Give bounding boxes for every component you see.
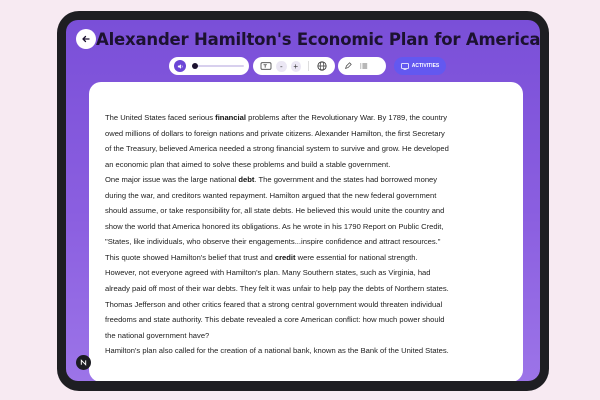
article-line: Thomas Jefferson and other critics feared that a strong central government would threaten individual	[105, 299, 443, 309]
article-line: "States, like individuals, who observe their engagements...inspire confidence and attract resources."	[105, 237, 441, 247]
article-line: the national government have?	[105, 330, 210, 340]
article-line: of the Treasury, believed America needed a strong financial system to survive and grow. He developed	[105, 144, 449, 154]
article-line: already paid off most of their war debts. They felt it was unfair to help pay the debts of Northern states.	[105, 284, 449, 294]
vocabulary-word[interactable]: debt	[238, 175, 255, 185]
activities-label: ACTIVITIES	[411, 63, 440, 69]
article-line: This quote showed Hamilton's belief that trust and credit were essential for national strength.	[105, 252, 418, 262]
article-line: during the war, and creditors wanted repayment. Hamilton argued that the new federal government	[105, 190, 437, 200]
zoom-in-button[interactable]: +	[291, 61, 301, 72]
play-audio-button[interactable]	[174, 60, 186, 72]
article-text	[105, 110, 513, 359]
text-size-button[interactable]	[259, 60, 272, 72]
back-arrow-icon	[81, 34, 91, 44]
article-line: Hamilton's plan also called for the creation of a national bank, known as the Bank of the United States.	[105, 346, 449, 356]
app-screen	[66, 20, 540, 381]
app-logo-button[interactable]	[76, 355, 91, 370]
activities-icon	[401, 63, 409, 70]
activities-button[interactable]	[394, 57, 446, 75]
audio-scrubber[interactable]	[192, 65, 244, 67]
speaker-icon	[177, 63, 184, 70]
article-line: an economic plan that aimed to solve these problems and build a stable government.	[105, 159, 391, 169]
article-line: freedoms and state authority. This debate revealed a core American conflict: how much power should	[105, 315, 445, 325]
article-line: The United States faced serious financial problems after the Revolutionary War. By 1789, the country	[105, 113, 448, 122]
text-size-icon	[260, 61, 272, 71]
audio-scrubber-knob[interactable]	[192, 63, 198, 69]
toolbar-divider	[308, 61, 309, 71]
audio-player	[169, 57, 249, 75]
article-line: show the world that America honored its obligations. As he wrote in his 1790 Report on Public Credit,	[105, 221, 444, 231]
annotation-toolbar	[338, 57, 386, 75]
article-line: However, not everyone agreed with Hamilton's plan. Many Southern states, such as Virginia, had	[105, 268, 431, 278]
page-title: Alexander Hamilton's Economic Plan for America	[96, 30, 540, 49]
article-reader	[89, 82, 523, 381]
language-button[interactable]	[316, 60, 329, 72]
article-line: owed millions of dollars to foreign nations and private citizens. Alexander Hamilton, the first Secretary	[105, 128, 445, 138]
article-line: One major issue was the large national debt. The government and the states had borrowed money	[105, 175, 438, 185]
highlighter-icon[interactable]	[344, 62, 352, 70]
zoom-out-button[interactable]: -	[276, 61, 286, 72]
globe-icon	[317, 61, 327, 71]
text-size-toolbar	[253, 57, 335, 75]
app-logo-icon	[80, 359, 87, 366]
vocabulary-word[interactable]: credit	[274, 252, 296, 262]
vocabulary-word[interactable]: financial	[215, 113, 246, 122]
article-line: should assume, or take responsibility for, all state debts. He believed this would unite the country and	[105, 206, 445, 216]
back-button[interactable]	[76, 29, 96, 49]
list-icon[interactable]	[360, 62, 368, 70]
